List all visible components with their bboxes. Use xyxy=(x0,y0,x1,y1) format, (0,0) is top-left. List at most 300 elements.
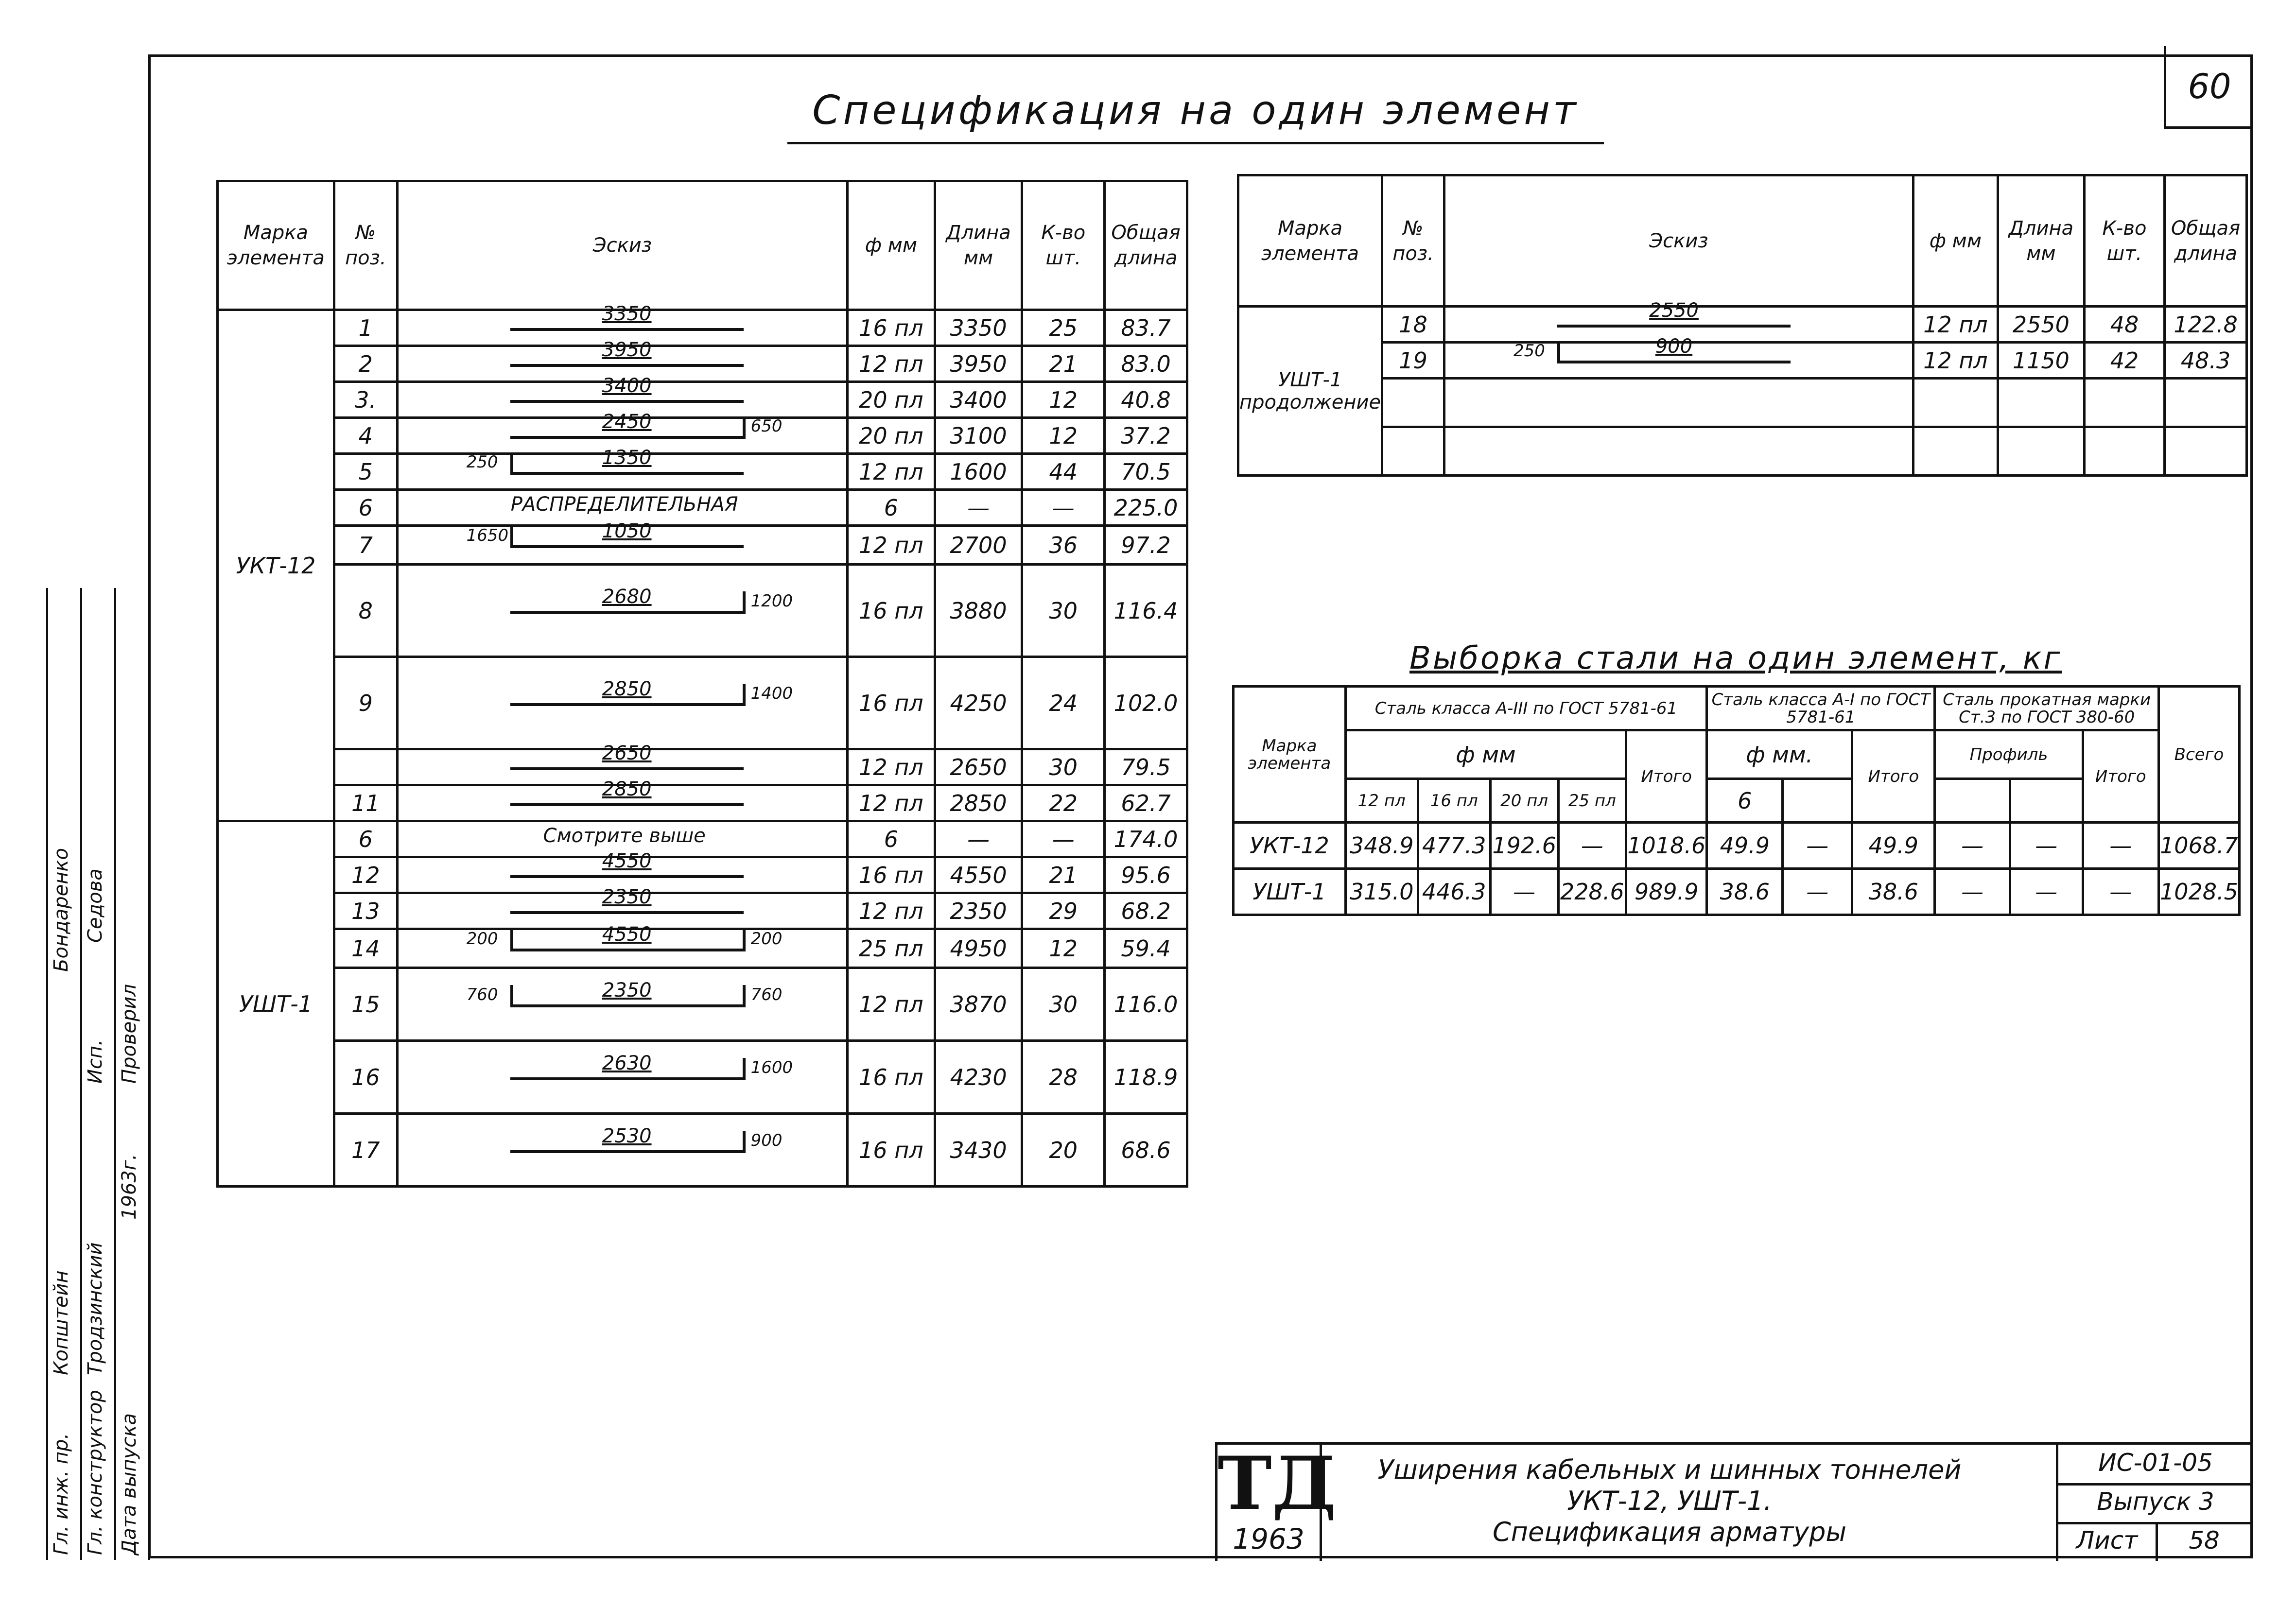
hook-left-dimension: 250 xyxy=(1513,341,1545,361)
empty-cell xyxy=(2165,379,2247,427)
selection-v5-cell: 49.9 xyxy=(1707,823,1783,869)
sketch-cell xyxy=(397,657,848,749)
pos-cell: 4 xyxy=(334,418,397,454)
empty-cell xyxy=(1998,427,2084,476)
bar-line xyxy=(510,803,744,806)
sel-header-mark: Марка элемента xyxy=(1234,687,1346,823)
total-cell: 174.0 xyxy=(1105,821,1187,857)
sel-empty xyxy=(1935,779,2010,823)
empty-cell xyxy=(1382,427,1444,476)
qty-cell: 12 xyxy=(1022,382,1105,418)
qty-cell: 24 xyxy=(1022,657,1105,749)
signature-block xyxy=(46,588,148,1560)
diam-cell: 12 пл xyxy=(1913,343,1998,379)
bar-line xyxy=(510,436,744,439)
bar-dimension: 2350 xyxy=(602,979,652,1002)
bar-hook-right xyxy=(743,929,746,951)
length-cell: 1600 xyxy=(935,454,1022,490)
total-cell: 97.2 xyxy=(1105,526,1187,565)
qty-cell: — xyxy=(1022,821,1105,857)
empty-cell xyxy=(1382,379,1444,427)
logo-text: ТД xyxy=(1218,1441,1337,1526)
bar-line xyxy=(510,1150,744,1153)
bar-dimension: 900 xyxy=(1655,335,1693,358)
total-cell: 83.7 xyxy=(1105,310,1187,346)
length-cell: 3400 xyxy=(935,382,1022,418)
bar-dimension: 2650 xyxy=(602,742,652,764)
length-cell: 2650 xyxy=(935,749,1022,785)
length-cell: 3430 xyxy=(935,1114,1022,1187)
pos-cell: 6 xyxy=(334,821,397,857)
selection-v6-cell: — xyxy=(1783,869,1852,915)
hook-left-dimension: 200 xyxy=(466,929,498,949)
diam-cell: 16 пл xyxy=(848,565,935,657)
table-row xyxy=(1238,379,2247,427)
sel-diam-20: 20 пл xyxy=(1490,779,1558,823)
selection-v2-cell: 446.3 xyxy=(1418,869,1490,915)
bar-sketch xyxy=(399,659,847,747)
qty-cell: — xyxy=(1022,490,1105,526)
bar-dimension: 2680 xyxy=(602,585,652,608)
table-row xyxy=(218,929,1187,968)
table-row xyxy=(1238,343,2247,379)
steel-selection-table xyxy=(1232,685,2241,916)
bar-hook-right xyxy=(743,591,746,614)
selection-it1-cell: 1018.6 xyxy=(1626,823,1707,869)
role-chief-designer: Гл. конструктор xyxy=(84,1390,106,1555)
label-executed: Исп. xyxy=(84,1039,106,1084)
bar-sketch xyxy=(399,492,847,523)
sketch-cell xyxy=(397,778,848,821)
pos-cell: 3. xyxy=(334,382,397,418)
bar-hook-left xyxy=(510,929,513,951)
empty-cell xyxy=(1998,379,2084,427)
table-row xyxy=(218,657,1187,749)
diam-cell: 20 пл xyxy=(848,418,935,454)
selection-all-cell: 1068.7 xyxy=(2158,823,2239,869)
pos-cell: 8 xyxy=(334,565,397,657)
bar-hook-right xyxy=(743,985,746,1007)
total-cell: 83.0 xyxy=(1105,346,1187,382)
sketch-cell xyxy=(397,968,848,1041)
pos-cell: 2 xyxy=(334,346,397,382)
bar-line xyxy=(510,767,744,770)
bar-sketch xyxy=(399,970,847,1038)
empty-cell xyxy=(1913,379,1998,427)
name-sedova: Седова xyxy=(84,868,106,943)
hook-left-dimension: 1650 xyxy=(466,525,509,545)
selection-it3-cell: — xyxy=(2083,869,2158,915)
bar-sketch xyxy=(399,778,847,819)
sel-header-itogo: Итого xyxy=(1626,730,1707,823)
title-block xyxy=(1215,1442,2253,1561)
bar-sketch xyxy=(399,567,847,655)
selection-p1-cell: — xyxy=(1935,869,2010,915)
bar-dimension: 2850 xyxy=(602,677,652,700)
divider xyxy=(2058,1483,2253,1486)
title-block-codes xyxy=(2056,1445,2253,1561)
bar-line xyxy=(1557,361,1791,363)
header-diam: ф мм xyxy=(848,181,935,310)
bar-hook-right xyxy=(743,1131,746,1153)
bar-sketch xyxy=(399,885,847,927)
hook-right-dimension: 1400 xyxy=(750,683,793,703)
qty-cell: 36 xyxy=(1022,526,1105,565)
total-cell: 116.0 xyxy=(1105,968,1187,1041)
sel-diam-6: 6 xyxy=(1707,779,1783,823)
bar-dimension: 2350 xyxy=(602,885,652,908)
total-cell: 48.3 xyxy=(2165,343,2247,379)
diam-cell: 6 xyxy=(848,821,935,857)
selection-mark-cell: УШТ-1 xyxy=(1234,869,1346,915)
sel-header-itogo: Итого xyxy=(1852,730,1935,823)
total-cell: 62.7 xyxy=(1105,785,1187,821)
bar-line xyxy=(510,472,744,475)
diam-cell: 16 пл xyxy=(848,857,935,893)
selection-v5-cell: 38.6 xyxy=(1707,869,1783,915)
length-cell: 4550 xyxy=(935,857,1022,893)
length-cell: 4250 xyxy=(935,657,1022,749)
length-cell: 2850 xyxy=(935,785,1022,821)
bar-dimension: 2450 xyxy=(602,410,652,433)
table-row xyxy=(1234,823,2240,869)
divider xyxy=(80,588,82,1560)
divider xyxy=(114,588,116,1560)
diam-cell: 12 пл xyxy=(848,346,935,382)
sel-header-diam: ф мм xyxy=(1345,730,1626,779)
pos-cell: 1 xyxy=(334,310,397,346)
bar-line xyxy=(510,364,744,367)
diam-cell: 12 пл xyxy=(1913,307,1998,343)
hook-right-dimension: 760 xyxy=(750,985,783,1004)
header-pos: № поз. xyxy=(334,181,397,310)
bar-dimension: 3950 xyxy=(602,338,652,361)
label-checked: Проверил xyxy=(118,984,140,1084)
table-row xyxy=(1238,427,2247,476)
selection-v6-cell: — xyxy=(1783,823,1852,869)
length-cell: 2700 xyxy=(935,526,1022,565)
bar-dimension: 2530 xyxy=(602,1124,652,1147)
header-pos: № поз. xyxy=(1382,175,1444,307)
pos-cell: 19 xyxy=(1382,343,1444,379)
length-cell: 3880 xyxy=(935,565,1022,657)
selection-p2-cell: — xyxy=(2010,869,2083,915)
bar-sketch xyxy=(399,1116,847,1184)
spec-table-left xyxy=(216,180,1188,1188)
name-bondarenko: Бондаренко xyxy=(50,847,72,972)
length-cell: 3870 xyxy=(935,968,1022,1041)
header-total: Общая длина xyxy=(1105,181,1187,310)
td-logo xyxy=(1218,1441,1337,1561)
desc-line-1: Уширения кабельных и шинных тоннелей xyxy=(1377,1454,1962,1485)
qty-cell: 48 xyxy=(2084,307,2164,343)
length-cell: — xyxy=(935,490,1022,526)
selection-it2-cell: 49.9 xyxy=(1852,823,1935,869)
bar-dimension: 4550 xyxy=(602,923,652,946)
sheet-label: Лист xyxy=(2076,1526,2138,1555)
header-sketch: Эскиз xyxy=(1444,175,1913,307)
title-underline xyxy=(787,142,1604,144)
bar-line xyxy=(510,949,744,951)
sel-header-all: Всего xyxy=(2158,687,2239,823)
bar-line xyxy=(510,611,744,614)
table-row xyxy=(1234,869,2240,915)
table-row xyxy=(218,526,1187,565)
sketch-cell xyxy=(397,923,848,968)
total-cell: 59.4 xyxy=(1105,929,1187,968)
header-mark: Марка элемента xyxy=(1238,175,1382,307)
sketch-note: Смотрите выше xyxy=(543,824,706,847)
total-cell: 95.6 xyxy=(1105,857,1187,893)
total-cell: 122.8 xyxy=(2165,307,2247,343)
header-qty: К-во шт. xyxy=(1022,181,1105,310)
pos-cell: 5 xyxy=(334,454,397,490)
bar-hook-right xyxy=(743,416,746,439)
bar-hook-left xyxy=(510,985,513,1007)
length-cell: 4230 xyxy=(935,1041,1022,1114)
hook-left-dimension: 250 xyxy=(466,452,498,472)
length-cell: 4950 xyxy=(935,929,1022,968)
qty-cell: 42 xyxy=(2084,343,2164,379)
hook-right-dimension: 900 xyxy=(750,1130,783,1150)
diam-cell: 12 пл xyxy=(848,785,935,821)
bar-sketch xyxy=(399,446,847,487)
qty-cell: 44 xyxy=(1022,454,1105,490)
bar-line xyxy=(510,875,744,878)
table-row xyxy=(218,785,1187,821)
bar-dimension: 4550 xyxy=(602,849,652,872)
sel-header-profile: Профиль xyxy=(1935,730,2083,779)
bar-hook-left xyxy=(1557,341,1560,363)
bar-sketch xyxy=(399,923,847,966)
selection-it3-cell: — xyxy=(2083,823,2158,869)
diam-cell: 16 пл xyxy=(848,1041,935,1114)
bar-line xyxy=(510,1004,744,1007)
hook-right-dimension: 650 xyxy=(750,416,783,436)
length-cell: 1150 xyxy=(1998,343,2084,379)
name-kopshtein: Копштейн xyxy=(50,1270,72,1375)
empty-cell xyxy=(2084,427,2164,476)
selection-v3-cell: 192.6 xyxy=(1490,823,1558,869)
bar-dimension: 1050 xyxy=(602,519,652,542)
diam-cell: 12 пл xyxy=(848,893,935,929)
pos-cell: 16 xyxy=(334,1041,397,1114)
sheet-value: 58 xyxy=(2189,1526,2220,1555)
element-mark-ukt: УКТ-12 xyxy=(218,310,334,821)
pos-cell xyxy=(334,749,397,785)
length-cell: 3350 xyxy=(935,310,1022,346)
pos-cell: 6 xyxy=(334,490,397,526)
total-cell: 225.0 xyxy=(1105,490,1187,526)
bar-hook-left xyxy=(510,452,513,475)
total-cell: 79.5 xyxy=(1105,749,1187,785)
selection-v1-cell: 315.0 xyxy=(1345,869,1418,915)
header-total: Общая длина xyxy=(2165,175,2247,307)
qty-cell: 22 xyxy=(1022,785,1105,821)
bar-dimension: 2850 xyxy=(602,778,652,800)
pos-cell: 14 xyxy=(334,929,397,968)
total-cell: 68.6 xyxy=(1105,1114,1187,1187)
pos-cell: 9 xyxy=(334,657,397,749)
selection-v4-cell: — xyxy=(1558,823,1626,869)
bar-line xyxy=(510,703,744,706)
diam-cell: 12 пл xyxy=(848,454,935,490)
sel-empty xyxy=(2010,779,2083,823)
selection-p1-cell: — xyxy=(1935,823,2010,869)
hook-left-dimension: 760 xyxy=(466,985,498,1004)
bar-line xyxy=(510,328,744,331)
bar-dimension: 3400 xyxy=(602,374,652,397)
bar-hook-left xyxy=(510,526,513,548)
qty-cell: 29 xyxy=(1022,893,1105,929)
selection-title: Выборка стали на один элемент, кг xyxy=(1409,640,2062,676)
length-cell: 2350 xyxy=(935,893,1022,929)
project-code: ИС-01-05 xyxy=(2098,1449,2213,1477)
sel-header-diam-a1: ф мм. xyxy=(1707,730,1852,779)
empty-cell xyxy=(1913,427,1998,476)
logo-year: 1963 xyxy=(1233,1522,1305,1555)
bar-dimension: 2550 xyxy=(1649,299,1699,322)
issue-number: Выпуск 3 xyxy=(2097,1487,2214,1516)
sel-diam-25: 25 пл xyxy=(1558,779,1626,823)
empty-cell xyxy=(2084,379,2164,427)
bar-line xyxy=(510,400,744,403)
table-row xyxy=(218,968,1187,1041)
total-cell: 116.4 xyxy=(1105,565,1187,657)
qty-cell: 30 xyxy=(1022,968,1105,1041)
diam-cell: 12 пл xyxy=(848,749,935,785)
diam-cell: 12 пл xyxy=(848,968,935,1041)
sketch-note: РАСПРЕДЕЛИТЕЛЬНАЯ xyxy=(510,493,738,516)
bar-line xyxy=(510,911,744,914)
bar-hook-right xyxy=(743,684,746,706)
selection-it1-cell: 989.9 xyxy=(1626,869,1707,915)
page-title: Спецификация на один элемент xyxy=(812,87,1579,134)
length-cell: 2550 xyxy=(1998,307,2084,343)
bar-dimension: 3350 xyxy=(602,302,652,325)
table-row xyxy=(218,1041,1187,1114)
release-date: 1963г. xyxy=(118,1154,140,1220)
bar-line xyxy=(1557,325,1791,328)
diam-cell: 20 пл xyxy=(848,382,935,418)
sketch-cell xyxy=(397,519,848,565)
hook-right-dimension: 1600 xyxy=(750,1057,793,1077)
qty-cell: 21 xyxy=(1022,346,1105,382)
sel-header-steel-a1: Сталь класса А-I по ГОСТ 5781-61 xyxy=(1707,687,1935,730)
bar-dimension: 2630 xyxy=(602,1052,652,1074)
qty-cell: 20 xyxy=(1022,1114,1105,1187)
selection-all-cell: 1028.5 xyxy=(2158,869,2239,915)
total-cell: 102.0 xyxy=(1105,657,1187,749)
empty-cell xyxy=(1444,427,1913,476)
table-row xyxy=(218,565,1187,657)
sketch-cell xyxy=(397,565,848,657)
qty-cell: 21 xyxy=(1022,857,1105,893)
diam-cell: 16 пл xyxy=(848,1114,935,1187)
bar-hook-right xyxy=(743,1058,746,1080)
length-cell: 3950 xyxy=(935,346,1022,382)
selection-v2-cell: 477.3 xyxy=(1418,823,1490,869)
qty-cell: 30 xyxy=(1022,565,1105,657)
total-cell: 37.2 xyxy=(1105,418,1187,454)
bar-dimension: 1350 xyxy=(602,446,652,469)
bar-line xyxy=(510,1077,744,1080)
diam-cell: 6 xyxy=(848,490,935,526)
bar-line xyxy=(510,545,744,548)
pos-cell: 11 xyxy=(334,785,397,821)
name-trodzinsky: Тродзинский xyxy=(84,1242,106,1375)
qty-cell: 28 xyxy=(1022,1041,1105,1114)
diam-cell: 25 пл xyxy=(848,929,935,968)
selection-it2-cell: 38.6 xyxy=(1852,869,1935,915)
total-cell: 118.9 xyxy=(1105,1041,1187,1114)
desc-line-3: Спецификация арматуры xyxy=(1492,1517,1847,1547)
length-cell: — xyxy=(935,821,1022,857)
qty-cell: 12 xyxy=(1022,929,1105,968)
empty-cell xyxy=(1444,379,1913,427)
desc-line-2: УКТ-12, УШТ-1. xyxy=(1567,1486,1772,1516)
hook-right-dimension: 200 xyxy=(750,929,783,949)
length-cell: 3100 xyxy=(935,418,1022,454)
diam-cell: 16 пл xyxy=(848,310,935,346)
element-mark-usht-continued: УШТ-1 продолжение xyxy=(1238,307,1382,476)
header-qty: К-во шт. xyxy=(2084,175,2164,307)
sketch-cell xyxy=(397,1041,848,1114)
bar-sketch xyxy=(1445,335,1912,376)
sel-header-steel-a3: Сталь класса А-III по ГОСТ 5781-61 xyxy=(1345,687,1707,730)
selection-v4-cell: 228.6 xyxy=(1558,869,1626,915)
header-length: Длина мм xyxy=(1998,175,2084,307)
selection-mark-cell: УКТ-12 xyxy=(1234,823,1346,869)
role-chief-engineer: Гл. инж. пр. xyxy=(50,1433,72,1555)
spec-table-right xyxy=(1237,174,2248,477)
pos-cell: 17 xyxy=(334,1114,397,1187)
empty-cell xyxy=(2165,427,2247,476)
diam-cell: 12 пл xyxy=(848,526,935,565)
title-block-description xyxy=(1322,1445,2017,1561)
total-cell: 70.5 xyxy=(1105,454,1187,490)
sel-diam-16: 16 пл xyxy=(1418,779,1490,823)
pos-cell: 13 xyxy=(334,893,397,929)
selection-v1-cell: 348.9 xyxy=(1345,823,1418,869)
table-row xyxy=(218,454,1187,490)
total-cell: 68.2 xyxy=(1105,893,1187,929)
total-cell: 40.8 xyxy=(1105,382,1187,418)
sel-empty xyxy=(1783,779,1852,823)
sketch-cell xyxy=(1444,335,1913,379)
qty-cell: 30 xyxy=(1022,749,1105,785)
divider xyxy=(148,588,150,1560)
pos-cell: 18 xyxy=(1382,307,1444,343)
header-sketch: Эскиз xyxy=(397,181,848,310)
sketch-cell xyxy=(397,1114,848,1187)
release-date-label: Дата выпуска xyxy=(118,1413,140,1555)
sel-header-rolled: Сталь прокатная марки Ст.3 по ГОСТ 380-60 xyxy=(1935,687,2159,730)
divider xyxy=(46,588,48,1560)
table-row xyxy=(218,1114,1187,1187)
header-diam: ф мм xyxy=(1913,175,1998,307)
sel-diam-12: 12 пл xyxy=(1345,779,1418,823)
qty-cell: 12 xyxy=(1022,418,1105,454)
diam-cell: 16 пл xyxy=(848,657,935,749)
pos-cell: 15 xyxy=(334,968,397,1041)
sheet-number: 60 xyxy=(2164,46,2253,129)
sel-header-itogo: Итого xyxy=(2083,730,2158,823)
selection-p2-cell: — xyxy=(2010,823,2083,869)
pos-cell: 12 xyxy=(334,857,397,893)
bar-sketch xyxy=(399,1043,847,1111)
pos-cell: 7 xyxy=(334,526,397,565)
